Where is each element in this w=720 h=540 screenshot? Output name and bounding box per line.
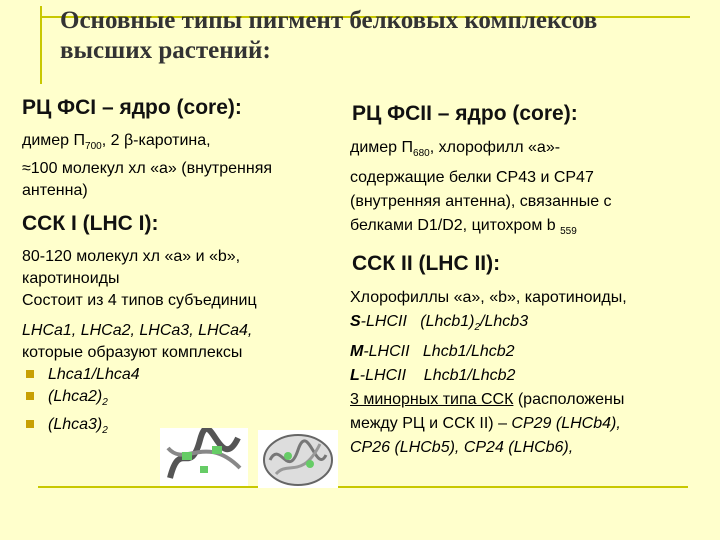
lhc1-line-3: Состоит из 4 типов субъединиц: [22, 292, 257, 309]
psi-core-line-2: ≈100 молекул хл «а» (внутренняя: [22, 160, 273, 177]
lhc2-m-comp: Lhcb1/Lhcb2: [409, 343, 515, 360]
lhc2-line-7: СР26 (LHCb5), СР24 (LHCb6),: [350, 439, 574, 456]
bullet-square-icon: [26, 420, 34, 428]
lhc2-line-1: Хлорофиллы «а», «b», каротиноиды,: [350, 289, 627, 306]
lhc1-bullet-2-sub: 2: [102, 397, 108, 408]
left-heading-lhc1: ССК I (LHC I):: [22, 212, 159, 235]
lhc2-s-comp: (Lhcb1): [406, 313, 475, 330]
title-line-1: Основные типы пигмент белковых комплексов: [60, 7, 598, 34]
lhc2-m-label: M: [350, 343, 364, 360]
bullet-square-icon: [26, 392, 34, 400]
lhc2-line-5: [350, 388, 710, 412]
right-heading-lhc2: ССК II (LHC II):: [352, 252, 501, 275]
lhc2-s-type: -LHCII: [360, 313, 407, 330]
psii-core-line-3: (внутренняя антенна), связанные с: [350, 193, 612, 210]
psi-core-line-1: [22, 130, 342, 158]
lhc2-s-comp2: /Lhcb3: [480, 313, 529, 330]
left-heading-psi-core: РЦ ФСI – ядро (core):: [22, 96, 242, 119]
lhc2-l-type: -LHCII: [359, 367, 407, 384]
psii-d1d2-text: белками D1/D2, цитохром b: [350, 217, 561, 234]
lhc1-bullet-3-sub: 2: [102, 425, 108, 436]
page-title: [60, 6, 700, 66]
lhc2-s-sub: 2: [474, 322, 481, 333]
right-lhc2-text: [350, 286, 710, 460]
title-line-2: высших растений:: [60, 37, 271, 64]
lhc1-bullet-1-text: Lhca1/Lhca4: [48, 366, 140, 383]
right-psii-core-text: [350, 136, 710, 244]
right-heading-psii-core: РЦ ФСII – ядро (core):: [352, 102, 578, 125]
lhc1-bullet-1: [22, 364, 342, 386]
psii-chl-text: , хлорофилл «а»-: [429, 139, 561, 156]
psii-core-line-1: [350, 136, 710, 166]
left-psi-core-text: [22, 130, 342, 202]
psii-core-line-2: содержащие белки СР43 и СР47: [350, 169, 594, 186]
lhc1-bullet-3-text: (Lhca3): [48, 416, 103, 433]
cp29-text: СР29 (LHCb4),: [511, 415, 621, 432]
minor-lhc-tail: (расположены: [513, 391, 625, 408]
psi-dimer-text: димер П: [22, 132, 86, 149]
lhc2-row-l: [350, 364, 710, 388]
protein-structure-image-2: [258, 430, 338, 488]
lhc2-line-6: [350, 412, 710, 436]
lhc1-subunits: LHCa1, LHCa2, LHCa3, LHCa4,: [22, 322, 253, 339]
psi-carotene-text: , 2 β-каротина,: [101, 132, 211, 149]
lhc1-line-5: которые образуют комплексы: [22, 344, 243, 361]
lhc1-bullet-2-text: (Lhca2): [48, 388, 103, 405]
lhc1-line-4: [22, 320, 342, 342]
bottom-rule: [38, 486, 688, 488]
lhc2-row-s: [350, 310, 710, 340]
bullet-square-icon: [26, 370, 34, 378]
psii-core-line-4: [350, 214, 710, 244]
psi-core-line-3: антенна): [22, 182, 88, 199]
psii-dimer-sub: 680: [413, 148, 430, 159]
lhc1-bullet-2: [22, 386, 342, 414]
lhc2-l-comp: Lhcb1/Lhcb2: [406, 367, 516, 384]
lhc2-row-m: [350, 340, 710, 364]
lhc1-line-2: каротиноиды: [22, 270, 120, 287]
left-rule: [40, 6, 42, 84]
left-lhc1-text: [22, 246, 342, 442]
psii-cyt-sub: 559: [560, 226, 577, 237]
psii-dimer-text: димер П: [350, 139, 414, 156]
minor-lhc-text: 3 минорных типа ССК: [350, 391, 514, 408]
lhc2-l-label: L: [350, 367, 360, 384]
lhc2-s-label: S: [350, 313, 361, 330]
between-text: между РЦ и ССК II) –: [350, 415, 512, 432]
psi-dimer-sub: 700: [85, 141, 102, 152]
lhc2-m-type: -LHCII: [363, 343, 410, 360]
lhc1-line-1: 80-120 молекул хл «а» и «b»,: [22, 248, 241, 265]
protein-structure-image-1: [160, 428, 248, 486]
